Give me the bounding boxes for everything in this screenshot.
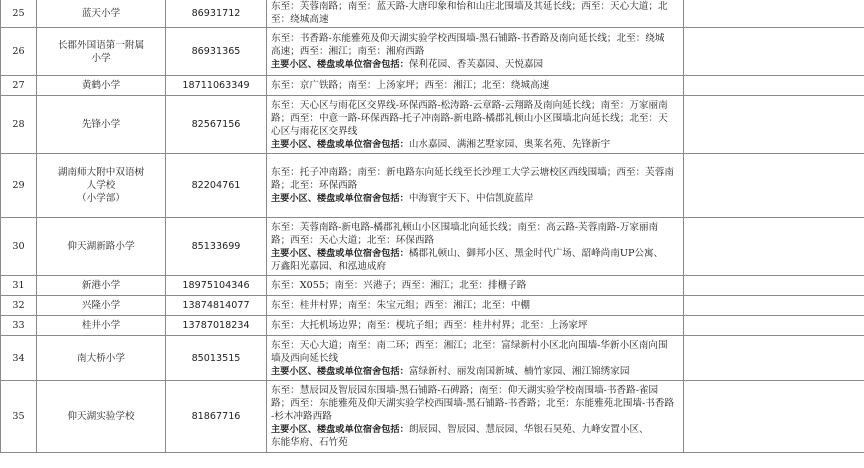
remarks-cell bbox=[684, 316, 864, 336]
phone-number bbox=[166, 336, 267, 381]
communities-label: 主要小区、楼盘或单位宿舍包括： bbox=[271, 424, 409, 435]
cell-text: 人学校 bbox=[86, 180, 116, 191]
school-name bbox=[37, 336, 166, 381]
cell-text: 26 bbox=[12, 46, 25, 57]
school-name bbox=[37, 276, 166, 296]
communities-list: 朗辰园、智辰园、慧辰园、华银石昊苑、九峰安置小区、 bbox=[408, 424, 649, 435]
remarks-cell bbox=[684, 28, 864, 76]
cell-text: 18711063349 bbox=[182, 80, 250, 91]
school-name bbox=[37, 76, 166, 96]
row-number bbox=[1, 336, 37, 381]
phone-number bbox=[166, 76, 267, 96]
cell-text: 路；西至：中意一路-环保西路-托子冲南路-新电路-橘郡礼顿山小区围墙北向延长线；北至：天 bbox=[271, 112, 668, 124]
enrollment-range bbox=[267, 336, 684, 381]
cell-text: 仰天湖新路小学 bbox=[67, 241, 135, 252]
cell-text: 东至：大托机场边界；南至：枧坑子组；西至：桂井村界；北至：上汤家坪 bbox=[271, 320, 588, 331]
enrollment-range bbox=[267, 154, 684, 218]
communities-label: 主要小区、楼盘或单位宿舍包括： bbox=[271, 365, 409, 377]
enrollment-range bbox=[267, 28, 684, 76]
table-row bbox=[1, 96, 864, 154]
cell-text: 86931712 bbox=[191, 7, 241, 19]
table-body bbox=[1, 0, 864, 453]
phone-number bbox=[166, 96, 267, 154]
school-name bbox=[37, 0, 166, 28]
row-number bbox=[1, 96, 37, 154]
remarks-cell bbox=[684, 0, 864, 28]
cell-text: 先锋小学 bbox=[81, 119, 121, 130]
cell-text: 路；北至：环保西路 bbox=[271, 180, 358, 191]
included-communities bbox=[271, 138, 679, 151]
remarks-cell bbox=[684, 96, 864, 154]
phone-number bbox=[166, 316, 267, 336]
cell-text: 小学 bbox=[91, 52, 111, 64]
cell-text: 东至：托子冲南路；南至：新电路东向延长线至长沙理工大学云塘校区西线围墙；西至：芙蓉南 bbox=[271, 167, 674, 178]
school-name bbox=[37, 381, 166, 453]
enrollment-range bbox=[267, 316, 684, 336]
remarks-cell bbox=[684, 336, 864, 381]
enrollment-range bbox=[267, 381, 684, 453]
cell-text: 心区与雨花区交界线 bbox=[271, 125, 358, 137]
communities-list: 橘郡礼顿山、御邦小区、黑金时代广场、韶峰尚南UP公寓、 bbox=[408, 247, 664, 259]
phone-number bbox=[166, 218, 267, 276]
cell-text: 兴隆小学 bbox=[81, 300, 121, 311]
included-communities bbox=[271, 58, 679, 71]
cell-text: 33 bbox=[12, 320, 25, 331]
cell-text: 万鑫阳光嘉园、和泓迪成府 bbox=[271, 260, 387, 272]
table-row bbox=[1, 336, 864, 381]
communities-list: 富绿新村、丽发南国新城、楠竹家园、湘江锦绣家园 bbox=[408, 365, 630, 377]
included-communities bbox=[271, 423, 679, 436]
table-row bbox=[1, 276, 864, 296]
cell-text: 29 bbox=[12, 180, 25, 191]
cell-text: 25 bbox=[12, 7, 25, 19]
cell-text: -杉木冲路西路 bbox=[271, 411, 332, 422]
cell-text: （小学部） bbox=[77, 193, 125, 204]
cell-text: 34 bbox=[12, 352, 25, 364]
row-number bbox=[1, 276, 37, 296]
cell-text: 黄鹤小学 bbox=[81, 80, 121, 91]
table-row bbox=[1, 154, 864, 218]
row-number bbox=[1, 154, 37, 218]
cell-text: 高速；西至：湘江；南至：湘府西路 bbox=[271, 46, 425, 57]
enrollment-range bbox=[267, 296, 684, 316]
row-number bbox=[1, 316, 37, 336]
cell-text: 仰天湖实验学校 bbox=[67, 411, 135, 422]
cell-text: 东能华府、石竹苑 bbox=[271, 437, 348, 448]
cell-text: 东至：X055；南至：兴港子；西至：湘江；北至：排栅子路 bbox=[271, 280, 527, 291]
row-number bbox=[1, 76, 37, 96]
cell-text: 至：绕城高速 bbox=[271, 14, 329, 25]
cell-text: 东至：天心大道；南至：南二环；西至：湘江；北至：富绿新村小区北向围墙-华新小区南向围 bbox=[271, 339, 668, 351]
phone-number bbox=[166, 0, 267, 28]
cell-text: 路；西至：东能雅苑及仰天湖实验学校西围墙-黑石铺路-书香路；北至：东能雅苑北围墙-书香路 bbox=[271, 398, 675, 409]
cell-text: 东至：芙蓉南路-新电路-橘郡礼顿山小区围墙北向延长线；南至：高云路-芙蓉南路-万家丽南 bbox=[271, 221, 659, 233]
cell-text: 东至：书香路-东能雅苑及仰天湖实验学校西围墙-黑石铺路-书香路及南向延长线；北至：绕城 bbox=[271, 33, 665, 44]
communities-list: 保利花园、香芙嘉园、天悦嘉园 bbox=[408, 59, 544, 70]
cell-text: 东至：桂井村界；南至：朱宝元组；西至：湘江；北至：中棚 bbox=[271, 300, 531, 311]
cell-text: 85013515 bbox=[191, 352, 241, 364]
phone-number bbox=[166, 276, 267, 296]
school-name bbox=[37, 96, 166, 154]
enrollment-range bbox=[267, 96, 684, 154]
cell-text: 南大桥小学 bbox=[77, 352, 125, 364]
school-name bbox=[37, 28, 166, 76]
cell-text: 蓝天小学 bbox=[81, 7, 121, 19]
school-name bbox=[37, 154, 166, 218]
cell-text: 东至：天心区与雨花区交界线-环保西路-松涛路-云章路-云翔路及南向延长线；南至：万家丽南 bbox=[271, 99, 668, 111]
remarks-cell bbox=[684, 276, 864, 296]
cell-text: 墙及西向延长线 bbox=[271, 352, 339, 364]
cell-text: 82567156 bbox=[191, 119, 241, 130]
enrollment-range bbox=[267, 276, 684, 296]
cell-text: 东至：芙蓉南路；南至：蓝天路-大唐印象和怡和山庄北围墙及其延长线；西至：天心大道；北 bbox=[271, 1, 668, 12]
communities-label: 主要小区、楼盘或单位宿舍包括： bbox=[271, 193, 409, 204]
row-number bbox=[1, 28, 37, 76]
communities-list: 山水嘉园、满湘艺墅家园、奥莱名苑、先锋新宇 bbox=[408, 138, 611, 150]
cell-text: 路；西至：天心大道；北至：环保西路 bbox=[271, 234, 435, 246]
cell-text: 18975104346 bbox=[182, 280, 250, 291]
phone-number bbox=[166, 28, 267, 76]
enrollment-range bbox=[267, 218, 684, 276]
included-communities bbox=[271, 192, 679, 205]
cell-text: 35 bbox=[12, 411, 25, 422]
cell-text: 28 bbox=[12, 119, 25, 130]
remarks-cell bbox=[684, 218, 864, 276]
cell-text: 13787018234 bbox=[182, 320, 250, 331]
remarks-cell bbox=[684, 76, 864, 96]
communities-label: 主要小区、楼盘或单位宿舍包括： bbox=[271, 138, 409, 150]
cell-text: 长郡外国语第一附属 bbox=[57, 39, 145, 51]
cell-text: 30 bbox=[12, 241, 25, 252]
row-number bbox=[1, 0, 37, 28]
phone-number bbox=[166, 296, 267, 316]
table-row bbox=[1, 316, 864, 336]
remarks-cell bbox=[684, 154, 864, 218]
included-communities bbox=[271, 247, 679, 260]
phone-number bbox=[166, 154, 267, 218]
cell-text: 东至：慧辰园及智辰园东围墙-黑石铺路-石碑路；南至：仰天湖实验学校南围墙-书香路-雀园 bbox=[271, 385, 659, 396]
table-row bbox=[1, 0, 864, 28]
cell-text: 东至：京广铁路；南至：上汤家坪；西至：湘江；北至：绕城高速 bbox=[271, 80, 550, 91]
school-name bbox=[37, 296, 166, 316]
row-number bbox=[1, 296, 37, 316]
communities-label: 主要小区、楼盘或单位宿舍包括： bbox=[271, 247, 409, 259]
table-row bbox=[1, 28, 864, 76]
cell-text: 85133699 bbox=[191, 241, 241, 252]
communities-list: 中海寰宇天下、中信凯旋蓝岸 bbox=[408, 193, 534, 204]
cell-text: 81867716 bbox=[191, 411, 241, 422]
cell-text: 新港小学 bbox=[81, 280, 121, 291]
table-row bbox=[1, 218, 864, 276]
row-number bbox=[1, 381, 37, 453]
school-name bbox=[37, 218, 166, 276]
cell-text: 86931365 bbox=[191, 46, 241, 57]
phone-number bbox=[166, 381, 267, 453]
cell-text: 13874814077 bbox=[182, 300, 250, 311]
row-number bbox=[1, 218, 37, 276]
remarks-cell bbox=[684, 381, 864, 453]
cell-text: 27 bbox=[12, 80, 25, 91]
table-row bbox=[1, 76, 864, 96]
cell-text: 32 bbox=[12, 300, 25, 311]
table-row bbox=[1, 296, 864, 316]
table-row bbox=[1, 381, 864, 453]
cell-text: 湖南师大附中双语树 bbox=[57, 167, 145, 178]
cell-text: 31 bbox=[12, 280, 25, 291]
remarks-cell bbox=[684, 296, 864, 316]
cell-text: 桂井小学 bbox=[81, 320, 121, 331]
cell-text: 82204761 bbox=[191, 180, 241, 191]
included-communities bbox=[271, 365, 679, 378]
communities-label: 主要小区、楼盘或单位宿舍包括： bbox=[271, 59, 409, 70]
enrollment-range bbox=[267, 0, 684, 28]
school-name bbox=[37, 316, 166, 336]
enrollment-range bbox=[267, 76, 684, 96]
